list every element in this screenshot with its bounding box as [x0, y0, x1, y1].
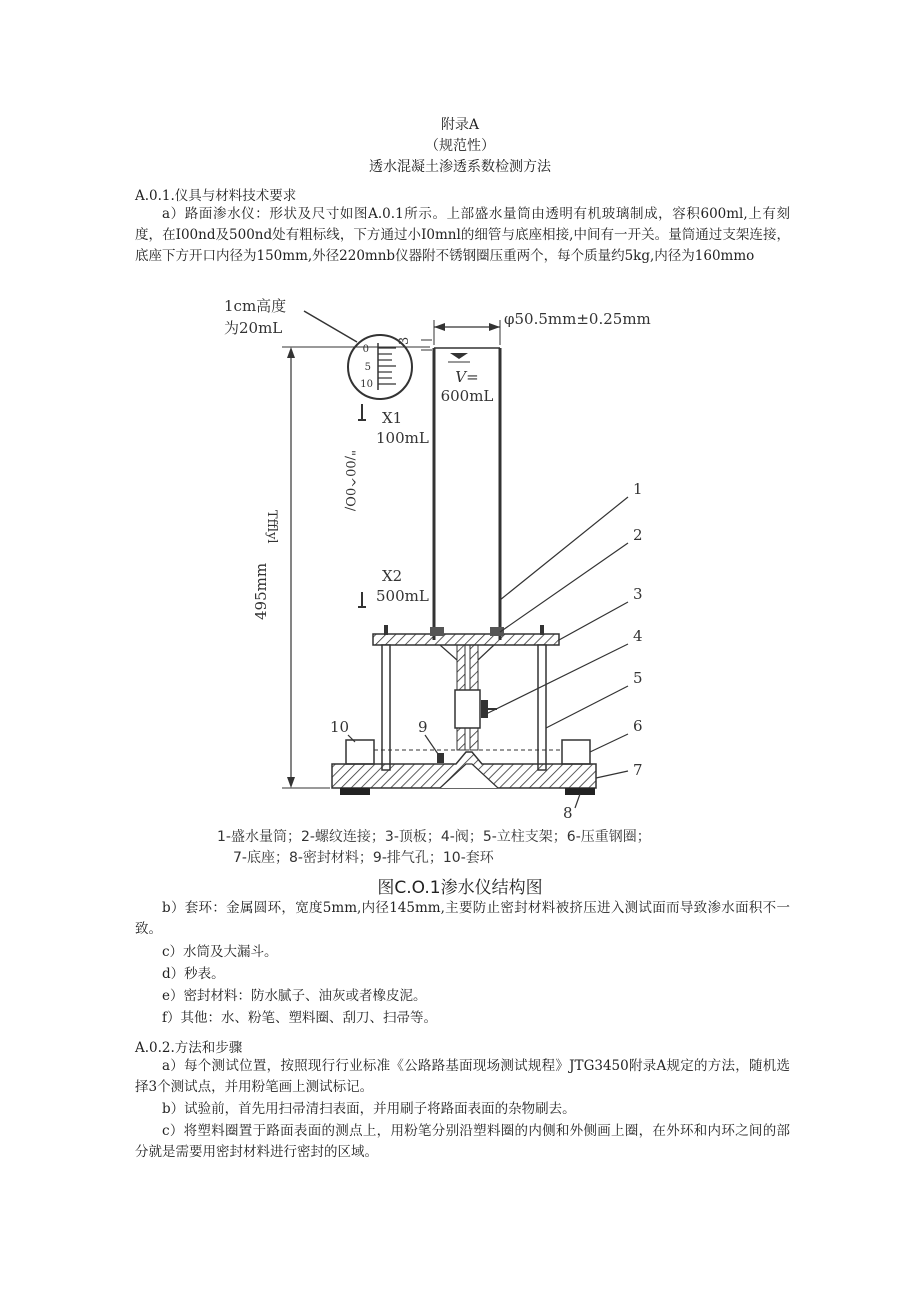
- volume-label: V=: [455, 368, 479, 386]
- paragraph-a01-d: d）秒表。: [162, 966, 225, 982]
- part-number-8: 8: [563, 804, 573, 822]
- part-number-4: 4: [633, 627, 643, 645]
- appendix-label: 附录A: [440, 117, 480, 133]
- part-number-2: 2: [633, 526, 643, 544]
- figure-legend-line-2: 7-底座；8-密封材料；9-排气孔；10-套环: [233, 850, 494, 866]
- part-number-7: 7: [633, 761, 643, 779]
- garbled-vertical-text-left: Tfflyl: [264, 510, 279, 544]
- x1-label: X1: [382, 409, 403, 427]
- part-number-9: 9: [418, 718, 428, 736]
- label-equals-20ml: 为20mL: [224, 319, 283, 337]
- dim-3-label: 3: [397, 336, 412, 345]
- valve: [455, 690, 497, 728]
- figure-legend-line-1: 1-盛水量筒；2-螺纹连接；3-顶板；4-阀；5-立柱支架；6-压重钢圈；: [217, 829, 651, 845]
- diameter-label: φ50.5mm±0.25mm: [504, 310, 651, 328]
- part-number-1: 1: [633, 480, 643, 498]
- volume-value: 600mL: [440, 387, 494, 405]
- part-number-3: 3: [633, 585, 643, 603]
- paragraph-a01-b: b）套环：金属圆环，宽度5mm,内径145mm,主要防止密封材料被挤压进入测试面而导致渗水面积不一致。: [135, 900, 790, 937]
- diameter-dimension-line: [421, 320, 500, 350]
- label-1cm-height: 1cm高度: [224, 297, 287, 315]
- scale-0-label: 0: [362, 344, 369, 355]
- paragraph-a02-a: a）每个测试位置，按照现行行业标准《公路路基面现场测试规程》JTG3450附录A规定的方法，随机选择3个测试点，并用粉笔画上测试标记。: [135, 1058, 790, 1095]
- section-heading-a01: A.0.1.仪具与材料技术要求: [135, 188, 297, 204]
- scale-magnifier: [304, 311, 412, 399]
- garbled-vertical-text-mid: "/00^0O/: [342, 450, 357, 512]
- paragraph-a01-f: f）其他：水、粉笔、塑料圈、刮刀、扫帚等。: [162, 1010, 437, 1026]
- paragraph-a02-b: b）试验前，首先用扫帚清扫表面，并用刷子将路面表面的杂物刷去。: [162, 1101, 576, 1117]
- figure-caption: 图C.O.1渗水仪结构图: [377, 878, 543, 898]
- part-number-10: 10: [330, 718, 350, 736]
- section-heading-a02: A.0.2.方法和步骤: [135, 1040, 243, 1056]
- height-dimension-label: 495mm: [252, 562, 270, 620]
- paragraph-a01-a: a）路面渗水仪：形状及尺寸如图A.0.1所示。上部盛水量筒由透明有机玻璃制成，容积600ml,上有刻度，在I00nd及500nd处有粗标线，下方通过小I0mnl的细管与底座相接,中间有一开关。量筒通过支架连接，底座下方开口内径为150mm,外径220mnb仪器附不锈钢圈压重两个，每个质量约5kg,内径为160mmo: [135, 206, 790, 264]
- appendix-nature: （规范性）: [425, 138, 495, 154]
- paragraph-a01-c: c）水筒及大漏斗。: [162, 944, 278, 960]
- exhaust-hole: [437, 753, 444, 763]
- sealant: [340, 788, 595, 795]
- height-dimension-line: [282, 347, 430, 788]
- part-number-6: 6: [633, 717, 643, 735]
- x2-value: 500mL: [376, 587, 429, 605]
- part-number-5: 5: [633, 669, 643, 687]
- x2-label: X2: [382, 567, 403, 585]
- x1-marker: [358, 404, 366, 420]
- x1-value: 100mL: [376, 429, 429, 447]
- appendix-title: 透水混凝土渗透系数检测方法: [369, 159, 551, 175]
- paragraph-a02-c: c）将塑料圈置于路面表面的测点上，用粉笔分别沿塑料圈的内侧和外侧画上圈，在外环和内环之间的部分就是需要用密封材料进行密封的区域。: [135, 1123, 790, 1160]
- paragraph-a01-e: e）密封材料：防水腻子、油灰或者橡皮泥。: [162, 988, 427, 1004]
- scale-10-label: 10: [360, 379, 373, 390]
- x2-marker: [358, 592, 366, 607]
- scale-5-label: 5: [364, 362, 371, 373]
- top-plate: [373, 634, 559, 645]
